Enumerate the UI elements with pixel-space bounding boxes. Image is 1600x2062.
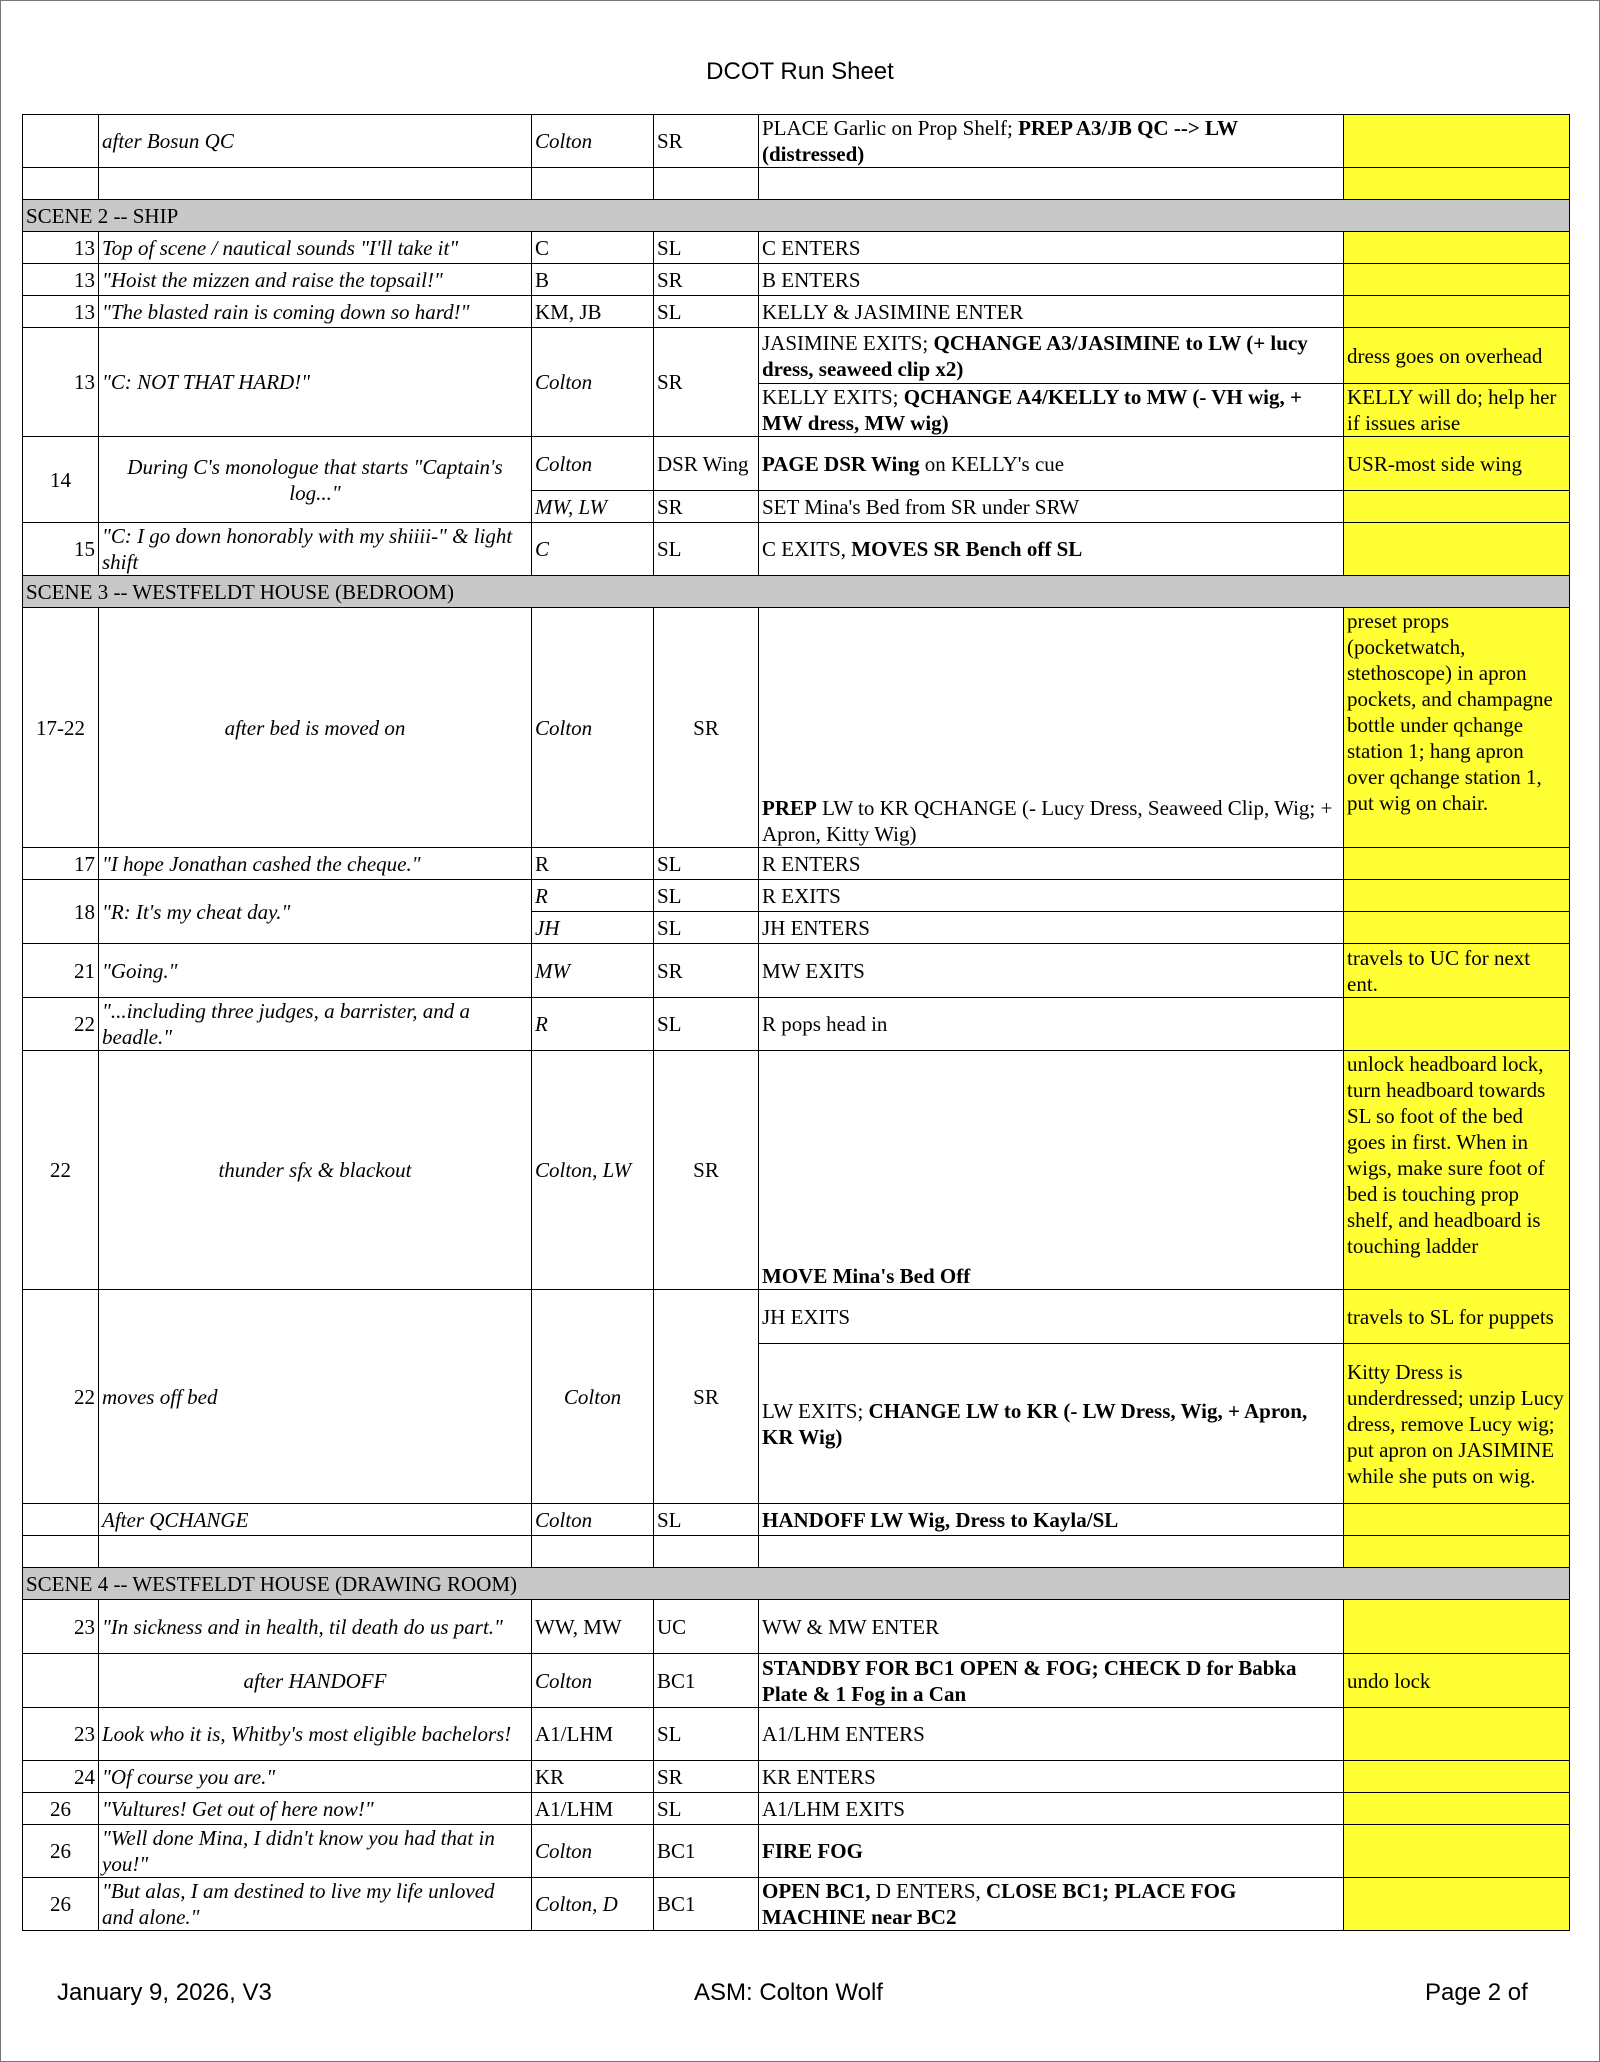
who-cell: R xyxy=(532,998,654,1051)
who-cell: Colton xyxy=(532,115,654,168)
location-cell: SL xyxy=(654,1708,759,1761)
action-bold-text: CHANGE LW to KR (- LW Dress, Wig, + Apron, KR Wig) xyxy=(762,1398,1308,1449)
action-cell: B ENTERS xyxy=(759,264,1344,296)
action-text: PLACE Garlic on Prop Shelf; xyxy=(762,116,1019,140)
action-text: JASIMINE EXITS; xyxy=(762,330,934,355)
action-cell: SET Mina's Bed from SR under SRW xyxy=(759,491,1344,523)
note-cell xyxy=(1344,168,1570,200)
empty-cell xyxy=(23,168,99,200)
scene-title: SCENE 4 -- WESTFELDT HOUSE (DRAWING ROOM) xyxy=(23,1568,1570,1600)
table-row xyxy=(23,168,1570,200)
action-bold-text: QCHANGE A3/JASIMINE to LW (+ lucy dress, seaweed clip x2) xyxy=(762,330,1308,381)
note-cell xyxy=(1344,232,1570,264)
action-cell xyxy=(759,1878,1344,1931)
location-cell: DSR Wing xyxy=(654,437,759,491)
note-cell: KELLY will do; help her if issues arise xyxy=(1344,384,1570,437)
who-cell: Colton xyxy=(532,1654,654,1708)
location-cell: SR xyxy=(654,264,759,296)
cue-cell: "Of course you are." xyxy=(99,1761,532,1793)
who-cell: Colton xyxy=(532,1825,654,1878)
table-row xyxy=(23,1051,1570,1290)
table-row xyxy=(23,848,1570,880)
note-cell xyxy=(1344,491,1570,523)
action-bold-text: PAGE DSR Wing xyxy=(762,451,920,476)
cue-cell: "C: NOT THAT HARD!" xyxy=(99,328,532,437)
table-row xyxy=(23,1654,1570,1708)
who-cell: A1/LHM xyxy=(532,1708,654,1761)
action-text: LW to KR QCHANGE (- Lucy Dress, Seaweed Clip, Wig; + Apron, Kitty Wig) xyxy=(762,796,1333,846)
note-cell xyxy=(1344,115,1570,168)
location-cell: UC xyxy=(654,1600,759,1654)
cue-cell: moves off bed xyxy=(99,1290,532,1504)
table-row xyxy=(23,328,1570,384)
note-cell: travels to UC for next ent. xyxy=(1344,944,1570,998)
page-cell: 17 xyxy=(23,848,99,880)
cue-cell: After QCHANGE xyxy=(99,1504,532,1536)
page-title: DCOT Run Sheet xyxy=(706,58,894,85)
action-cell xyxy=(759,115,1344,168)
action-cell xyxy=(759,1654,1344,1708)
table-row xyxy=(23,1825,1570,1878)
action-cell xyxy=(759,437,1344,491)
page-cell: 23 xyxy=(23,1600,99,1654)
note-cell xyxy=(1344,1708,1570,1761)
scene-header-row xyxy=(23,200,1570,232)
location-cell: BC1 xyxy=(654,1878,759,1931)
footer-asm: ASM: Colton Wolf xyxy=(694,1979,883,2006)
table-row xyxy=(23,264,1570,296)
table-row xyxy=(23,880,1570,912)
who-cell: C xyxy=(532,232,654,264)
action-bold-text: CLOSE BC1; PLACE FOG MACHINE near BC2 xyxy=(762,1879,1237,1929)
cue-cell: after Bosun QC xyxy=(99,115,532,168)
action-cell: KR ENTERS xyxy=(759,1761,1344,1793)
action-bold-text: STANDBY FOR BC1 OPEN & FOG; CHECK D for Babka Plate & 1 Fog in a Can xyxy=(762,1655,1297,1706)
empty-cell xyxy=(532,1536,654,1568)
page-cell: 26 xyxy=(23,1878,99,1931)
action-text: on KELLY's cue xyxy=(919,451,1065,476)
action-cell: KELLY & JASIMINE ENTER xyxy=(759,296,1344,328)
table-row xyxy=(23,944,1570,998)
cue-cell: "But alas, I am destined to live my life unloved and alone." xyxy=(99,1878,532,1931)
action-bold-text: MOVES SR Bench off SL xyxy=(851,537,1083,561)
action-cell: C ENTERS xyxy=(759,232,1344,264)
action-cell: R ENTERS xyxy=(759,848,1344,880)
who-cell: Colton, D xyxy=(532,1878,654,1931)
location-cell: BC1 xyxy=(654,1654,759,1708)
note-cell: USR-most side wing xyxy=(1344,437,1570,491)
page-cell: 13 xyxy=(23,296,99,328)
page-cell: 13 xyxy=(23,328,99,437)
cue-cell: thunder sfx & blackout xyxy=(99,1051,532,1290)
action-text: LW EXITS; xyxy=(762,1398,869,1423)
cue-cell: after HANDOFF xyxy=(99,1654,532,1708)
location-cell: SR xyxy=(654,491,759,523)
action-cell: MW EXITS xyxy=(759,944,1344,998)
note-cell xyxy=(1344,296,1570,328)
who-cell: MW, LW xyxy=(532,491,654,523)
cue-cell: "Vultures! Get out of here now!" xyxy=(99,1793,532,1825)
location-cell: SL xyxy=(654,912,759,944)
who-cell: Colton xyxy=(532,1290,654,1504)
empty-cell xyxy=(532,168,654,200)
page-cell xyxy=(23,1654,99,1708)
location-cell: SL xyxy=(654,848,759,880)
action-cell xyxy=(759,328,1344,384)
action-cell xyxy=(759,1344,1344,1504)
action-text: D ENTERS, xyxy=(870,1879,987,1903)
note-cell xyxy=(1344,264,1570,296)
location-cell: SR xyxy=(654,1051,759,1290)
action-cell: JH EXITS xyxy=(759,1290,1344,1344)
who-cell: KM, JB xyxy=(532,296,654,328)
cue-cell: "The blasted rain is coming down so hard!" xyxy=(99,296,532,328)
cue-cell: During C's monologue that starts "Captain's log..." xyxy=(99,437,532,523)
action-cell xyxy=(759,523,1344,576)
action-cell: R EXITS xyxy=(759,880,1344,912)
action-cell: A1/LHM EXITS xyxy=(759,1793,1344,1825)
note-cell xyxy=(1344,1600,1570,1654)
empty-cell xyxy=(654,168,759,200)
who-cell: Colton xyxy=(532,328,654,437)
who-cell: KR xyxy=(532,1761,654,1793)
scene-title: SCENE 3 -- WESTFELDT HOUSE (BEDROOM) xyxy=(23,576,1570,608)
cue-cell: "R: It's my cheat day." xyxy=(99,880,532,944)
location-cell: SL xyxy=(654,1504,759,1536)
location-cell: SL xyxy=(654,232,759,264)
scene-header-row xyxy=(23,1568,1570,1600)
table-row xyxy=(23,232,1570,264)
action-cell: A1/LHM ENTERS xyxy=(759,1708,1344,1761)
location-cell: SL xyxy=(654,1793,759,1825)
action-cell xyxy=(759,384,1344,437)
location-cell: SL xyxy=(654,523,759,576)
note-cell xyxy=(1344,523,1570,576)
action-bold-text: MOVE Mina's Bed Off xyxy=(762,1264,971,1288)
page-cell: 18 xyxy=(23,880,99,944)
note-cell xyxy=(1344,1536,1570,1568)
page-cell: 21 xyxy=(23,944,99,998)
note-cell xyxy=(1344,1761,1570,1793)
table-row xyxy=(23,1761,1570,1793)
location-cell: SR xyxy=(654,608,759,848)
note-cell xyxy=(1344,880,1570,912)
who-cell: Colton, LW xyxy=(532,1051,654,1290)
empty-cell xyxy=(654,1536,759,1568)
location-cell: SR xyxy=(654,328,759,437)
table-row xyxy=(23,1600,1570,1654)
page-cell: 22 xyxy=(23,1290,99,1504)
scene-title: SCENE 2 -- SHIP xyxy=(23,200,1570,232)
page-cell xyxy=(23,115,99,168)
action-cell: R pops head in xyxy=(759,998,1344,1051)
page-cell: 13 xyxy=(23,232,99,264)
action-text: KELLY EXITS; xyxy=(762,385,904,409)
cue-cell: "...including three judges, a barrister, and a beadle." xyxy=(99,998,532,1051)
location-cell: SL xyxy=(654,296,759,328)
location-cell: SR xyxy=(654,944,759,998)
table-row xyxy=(23,1504,1570,1536)
action-bold-text: HANDOFF LW Wig, Dress to Kayla/SL xyxy=(762,1507,1119,1532)
note-cell: undo lock xyxy=(1344,1654,1570,1708)
note-cell: travels to SL for puppets xyxy=(1344,1290,1570,1344)
empty-cell xyxy=(99,168,532,200)
page-cell: 15 xyxy=(23,523,99,576)
who-cell: WW, MW xyxy=(532,1600,654,1654)
note-cell: preset props (pocketwatch, stethoscope) in apron pockets, and champagne bottle under qchange station 1; hang apron over qchange station 1, put wig on chair. xyxy=(1344,608,1570,848)
location-cell: SL xyxy=(654,880,759,912)
page-cell: 14 xyxy=(23,437,99,523)
who-cell: Colton xyxy=(532,437,654,491)
cue-cell: after bed is moved on xyxy=(99,608,532,848)
who-cell: Colton xyxy=(532,608,654,848)
table-row xyxy=(23,437,1570,491)
page-cell: 26 xyxy=(23,1793,99,1825)
footer-date: January 9, 2026, V3 xyxy=(57,1979,272,2006)
table-row xyxy=(23,1536,1570,1568)
cue-cell: "I hope Jonathan cashed the cheque." xyxy=(99,848,532,880)
page-cell: 24 xyxy=(23,1761,99,1793)
who-cell: MW xyxy=(532,944,654,998)
empty-cell xyxy=(99,1536,532,1568)
who-cell: C xyxy=(532,523,654,576)
action-cell xyxy=(759,608,1344,848)
who-cell: R xyxy=(532,880,654,912)
note-cell xyxy=(1344,1793,1570,1825)
cue-cell: "Going." xyxy=(99,944,532,998)
who-cell: A1/LHM xyxy=(532,1793,654,1825)
action-bold-text: OPEN BC1, xyxy=(762,1879,871,1903)
note-cell: dress goes on overhead xyxy=(1344,328,1570,384)
cue-cell: Look who it is, Whitby's most eligible bachelors! xyxy=(99,1708,532,1761)
action-bold-text: FIRE FOG xyxy=(762,1839,863,1863)
who-cell: JH xyxy=(532,912,654,944)
cue-cell: "In sickness and in health, til death do us part." xyxy=(99,1600,532,1654)
action-cell: JH ENTERS xyxy=(759,912,1344,944)
table-row xyxy=(23,115,1570,168)
page-cell: 23 xyxy=(23,1708,99,1761)
cue-cell: Top of scene / nautical sounds "I'll take it" xyxy=(99,232,532,264)
action-cell xyxy=(759,1051,1344,1290)
table-row xyxy=(23,1708,1570,1761)
footer-page-number: Page 2 of xyxy=(1425,1979,1528,2006)
note-cell xyxy=(1344,1504,1570,1536)
location-cell: SR xyxy=(654,1290,759,1504)
note-cell xyxy=(1344,848,1570,880)
page-cell: 22 xyxy=(23,998,99,1051)
note-cell: unlock headboard lock, turn headboard towards SL so foot of the bed goes in first. When in wigs, make sure foot of bed is touching prop shelf, and headboard is touching ladder xyxy=(1344,1051,1570,1290)
run-sheet-table xyxy=(22,114,1570,1931)
empty-cell xyxy=(759,168,1344,200)
note-cell xyxy=(1344,998,1570,1051)
action-cell: WW & MW ENTER xyxy=(759,1600,1344,1654)
note-cell xyxy=(1344,1825,1570,1878)
table-row xyxy=(23,998,1570,1051)
who-cell: Colton xyxy=(532,1504,654,1536)
cue-cell: "C: I go down honorably with my shiiii-" & light shift xyxy=(99,523,532,576)
action-text: C EXITS, xyxy=(762,537,852,561)
scene-header-row xyxy=(23,576,1570,608)
note-cell xyxy=(1344,912,1570,944)
table-row xyxy=(23,608,1570,848)
action-bold-text: PREP xyxy=(762,796,817,820)
cue-cell: "Well done Mina, I didn't know you had that in you!" xyxy=(99,1825,532,1878)
note-cell: Kitty Dress is underdressed; unzip Lucy dress, remove Lucy wig; put apron on JASIMINE while she puts on wig. xyxy=(1344,1344,1570,1504)
table-row xyxy=(23,1290,1570,1344)
table-row xyxy=(23,523,1570,576)
empty-cell xyxy=(23,1536,99,1568)
location-cell: SR xyxy=(654,1761,759,1793)
location-cell: BC1 xyxy=(654,1825,759,1878)
location-cell: SL xyxy=(654,998,759,1051)
page-cell: 13 xyxy=(23,264,99,296)
table-row xyxy=(23,1793,1570,1825)
page-cell xyxy=(23,1504,99,1536)
who-cell: R xyxy=(532,848,654,880)
note-cell xyxy=(1344,1878,1570,1931)
location-cell: SR xyxy=(654,115,759,168)
table-row xyxy=(23,296,1570,328)
cue-cell: "Hoist the mizzen and raise the topsail!" xyxy=(99,264,532,296)
page-cell: 22 xyxy=(23,1051,99,1290)
page-cell: 26 xyxy=(23,1825,99,1878)
action-cell xyxy=(759,1504,1344,1536)
action-cell xyxy=(759,1825,1344,1878)
action-bold-text: QCHANGE A4/KELLY to MW (- VH wig, + MW dress, MW wig) xyxy=(762,385,1302,435)
action-bold-text: PREP A3/JB QC --> LW (distressed) xyxy=(762,116,1238,166)
page-cell: 17-22 xyxy=(23,608,99,848)
empty-cell xyxy=(759,1536,1344,1568)
who-cell: B xyxy=(532,264,654,296)
table-row xyxy=(23,1878,1570,1931)
